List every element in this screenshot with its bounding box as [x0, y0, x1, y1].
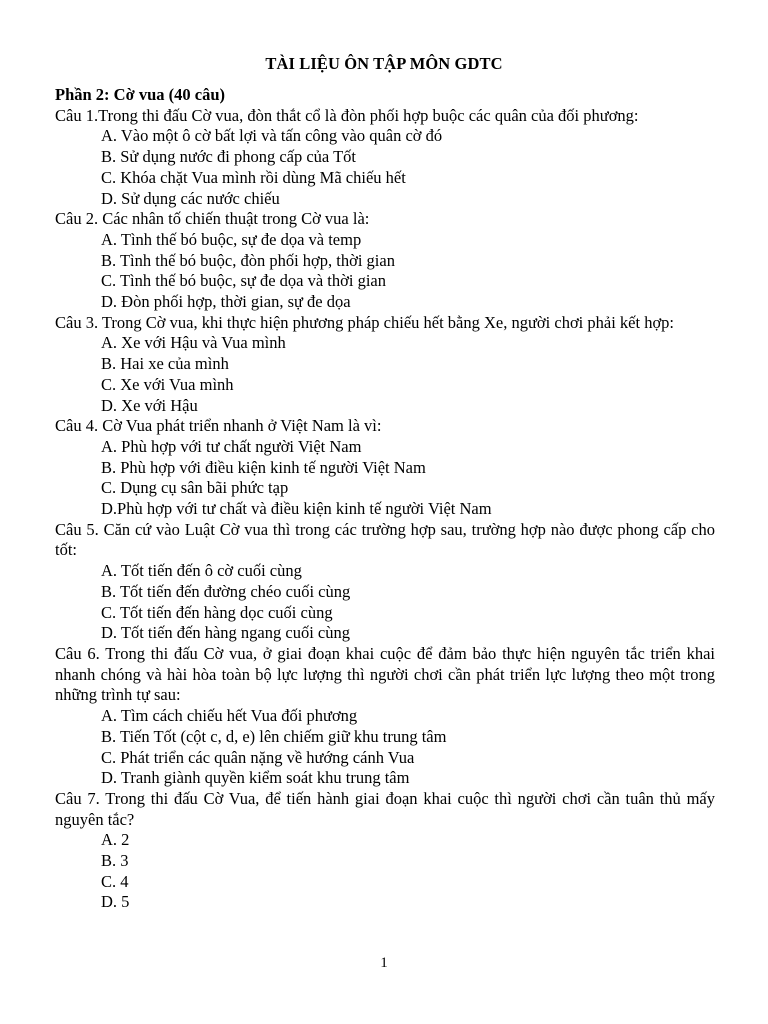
- answer-options: [55, 333, 715, 416]
- answer-option-c: C. Tốt tiến đến hàng dọc cuối cùng: [101, 602, 333, 622]
- answer-option-b: B. Tình thế bó buộc, đòn phối hợp, thời gian: [101, 250, 395, 270]
- question-5: [55, 520, 715, 644]
- question-text: Câu 4. Cờ Vua phát triển nhanh ở Việt Nam là vì:: [55, 416, 382, 436]
- answer-option-b: B. Sử dụng nước đi phong cấp của Tốt: [101, 147, 356, 167]
- answer-option-d: D. Xe với Hậu: [101, 395, 198, 415]
- answer-option-d: D. 5: [101, 892, 130, 912]
- answer-option-c: C. Xe với Vua mình: [101, 374, 234, 394]
- question-text: Câu 3. Trong Cờ vua, khi thực hiện phương pháp chiếu hết bằng Xe, người chơi phải kết hợp:: [55, 312, 674, 332]
- answer-options: [55, 561, 715, 644]
- answer-option-b: B. Phù hợp với điều kiện kinh tế người Việt Nam: [101, 457, 426, 477]
- answer-option-d: D.Phù hợp với tư chất và điều kiện kinh tế người Việt Nam: [101, 499, 492, 519]
- answer-option-b: B. Tốt tiến đến đường chéo cuối cùng: [101, 581, 351, 601]
- answer-option-b: B. Tiến Tốt (cột c, d, e) lên chiếm giữ khu trung tâm: [101, 726, 447, 746]
- answer-option-a: A. 2: [101, 830, 130, 850]
- answer-option-c: C. Khóa chặt Vua mình rồi dùng Mã chiếu hết: [101, 167, 406, 187]
- document-body: [55, 85, 715, 913]
- answer-option-a: A. Xe với Hậu và Vua mình: [101, 333, 286, 353]
- question-2: [55, 209, 715, 313]
- question-4: [55, 416, 715, 520]
- answer-option-a: A. Tìm cách chiếu hết Vua đối phương: [101, 706, 358, 726]
- answer-option-b: B. Hai xe của mình: [101, 354, 229, 374]
- question-1: [55, 106, 715, 210]
- answer-options: [55, 230, 715, 313]
- answer-options: [55, 437, 715, 520]
- answer-option-a: A. Tốt tiến đến ô cờ cuối cùng: [101, 561, 302, 581]
- answer-option-c: C. Tình thế bó buộc, sự đe dọa và thời gian: [101, 271, 386, 291]
- answer-option-d: D. Sử dụng các nước chiếu: [101, 188, 280, 208]
- answer-option-a: A. Vào một ô cờ bất lợi và tấn công vào quân cờ đó: [101, 126, 443, 146]
- answer-option-a: A. Tình thế bó buộc, sự đe dọa và temp: [101, 229, 362, 249]
- question-3: [55, 313, 715, 417]
- question-7: [55, 789, 715, 913]
- question-text: Câu 1.Trong thi đấu Cờ vua, đòn thắt cổ là đòn phối hợp buộc các quân của đối phương:: [55, 105, 639, 125]
- answer-options: [55, 126, 715, 209]
- answer-options: [55, 706, 715, 789]
- answer-options: [55, 830, 715, 913]
- answer-option-d: D. Tranh giành quyền kiểm soát khu trung tâm: [101, 768, 410, 788]
- document-title: TÀI LIỆU ÔN TẬP MÔN GDTC: [265, 54, 503, 73]
- section-heading: Phần 2: Cờ vua (40 câu): [55, 85, 226, 104]
- answer-option-d: D. Đòn phối hợp, thời gian, sự đe dọa: [101, 292, 351, 312]
- question-text: Câu 2. Các nhân tố chiến thuật trong Cờ vua là:: [55, 209, 370, 229]
- answer-option-d: D. Tốt tiến đến hàng ngang cuối cùng: [101, 623, 350, 643]
- page-number: 1: [380, 955, 388, 971]
- question-text: Câu 5. Căn cứ vào Luật Cờ vua thì trong các trường hợp sau, trường hợp nào được phong cấp cho tốt:: [55, 519, 715, 560]
- question-text: Câu 7. Trong thi đấu Cờ Vua, để tiến hành giai đoạn khai cuộc thì người chơi cần tuân thủ mấy nguyên tắc?: [55, 788, 715, 829]
- answer-option-b: B. 3: [101, 851, 129, 871]
- question-text: Câu 6. Trong thi đấu Cờ vua, ở giai đoạn khai cuộc để đảm bảo thực hiện nguyên tắc triển khai nhanh chóng và hài hòa toàn bộ lực lượng thì người chơi cần phát triển lực lượng theo một trong những trình tự sau:: [55, 643, 715, 705]
- question-6: [55, 644, 715, 789]
- answer-option-a: A. Phù hợp với tư chất người Việt Nam: [101, 436, 362, 456]
- answer-option-c: C. Dụng cụ sân bãi phức tạp: [101, 478, 289, 498]
- answer-option-c: C. 4: [101, 871, 129, 891]
- answer-option-c: C. Phát triển các quân nặng về hướng cánh Vua: [101, 747, 415, 767]
